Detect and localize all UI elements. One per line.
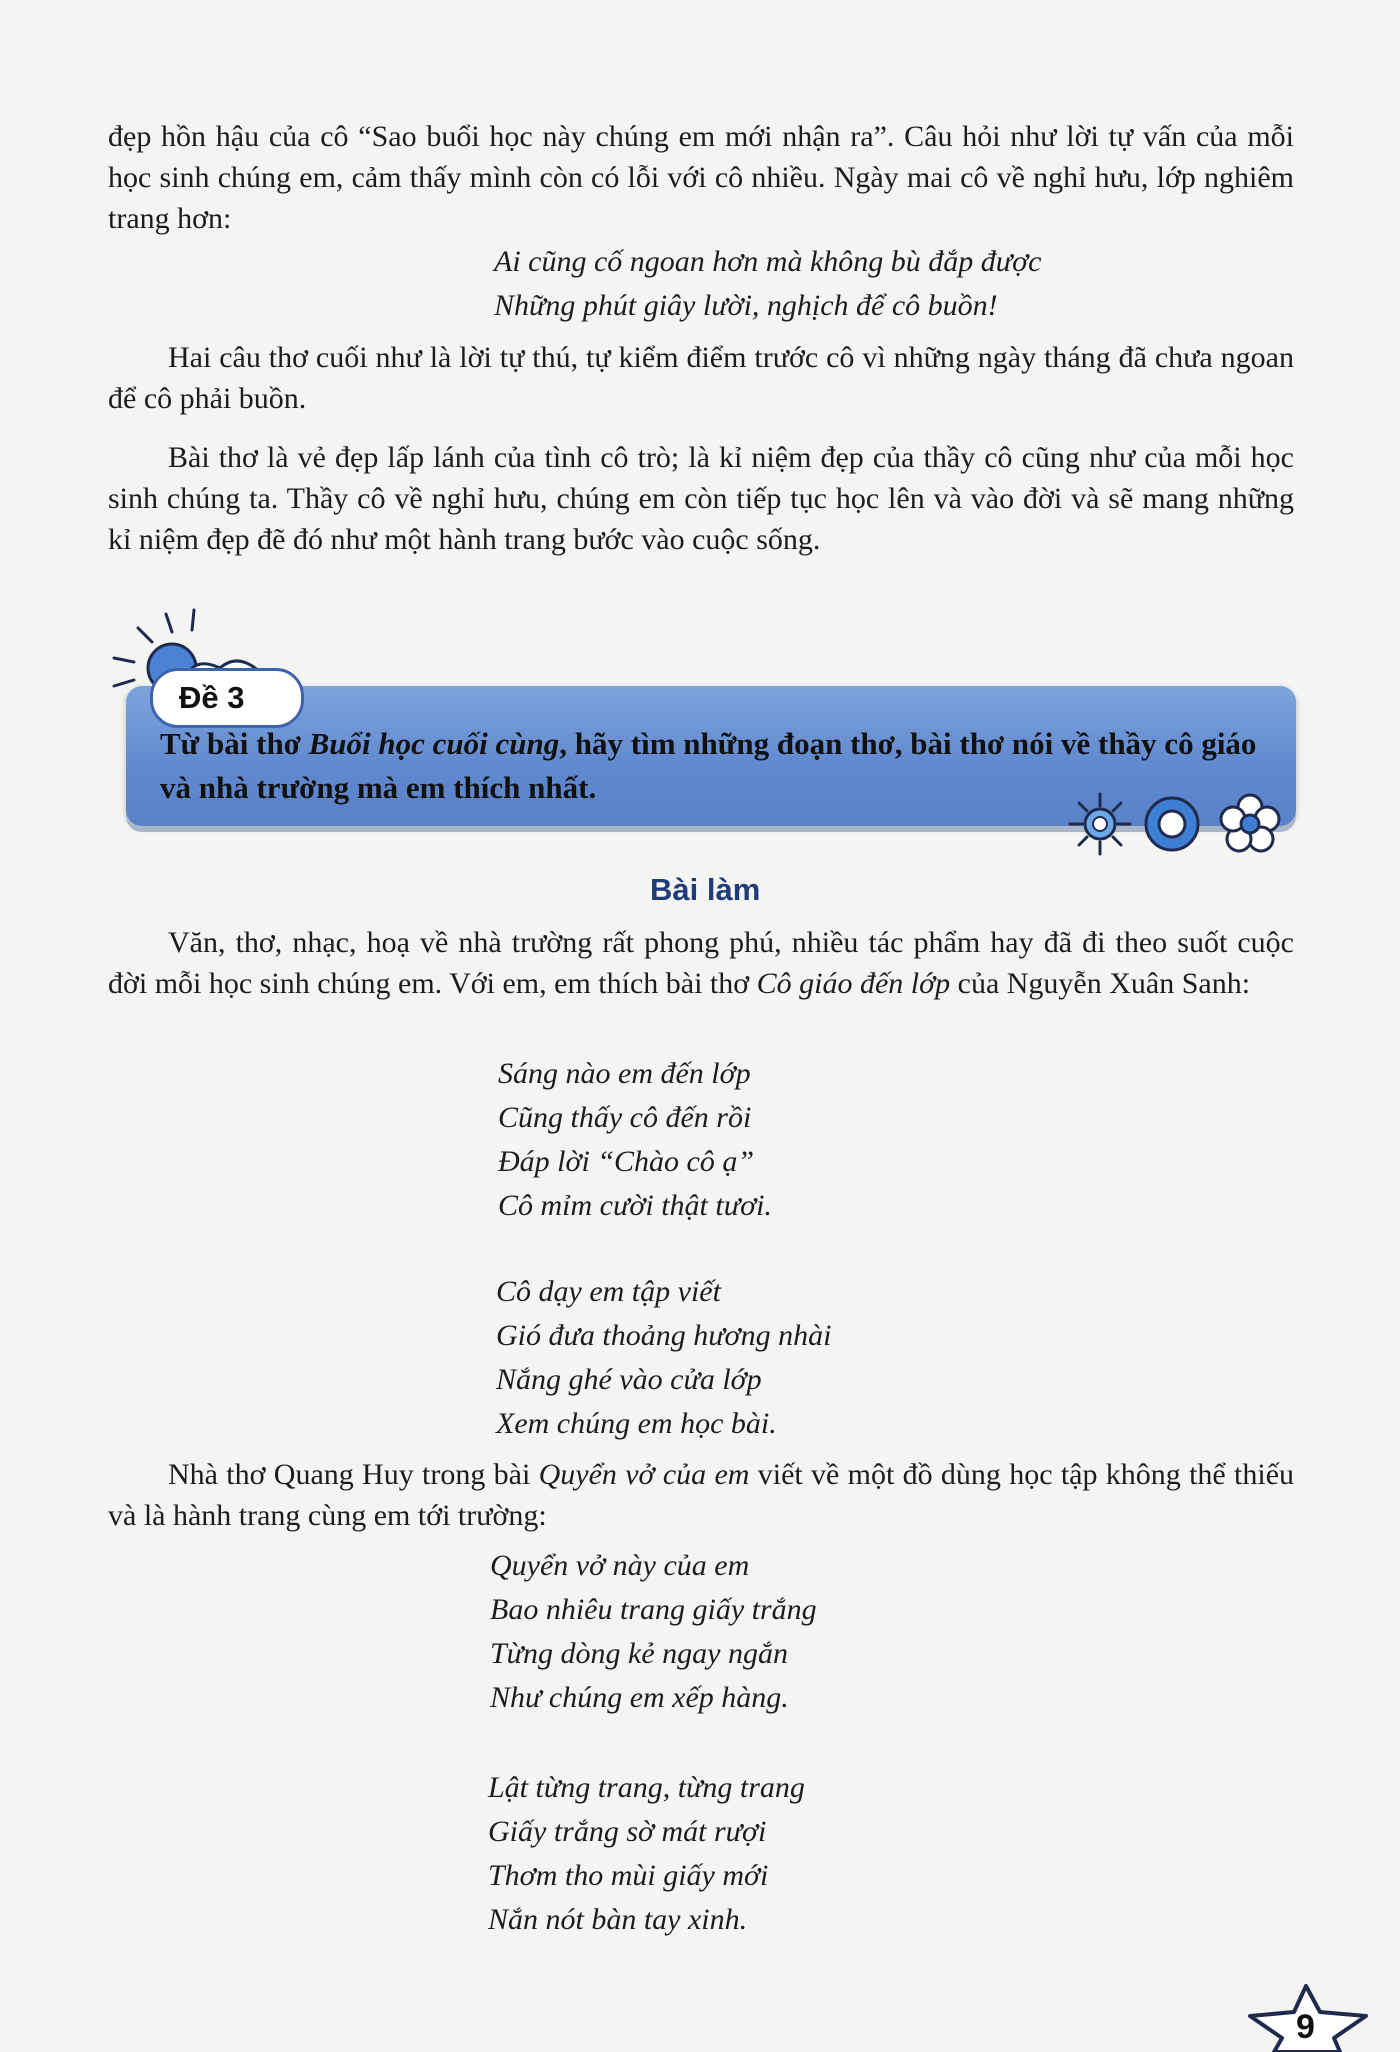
exercise-prompt-end: , hãy tìm những đoạn thơ, bài thơ nói về thầy cô giáo và nhà trường mà em thích nhất. — [160, 726, 1257, 805]
flower-decoration-icon — [1060, 786, 1300, 866]
poem-line: Lật từng trang, từng trang — [488, 1771, 805, 1804]
poem-title: Cô giáo đến lớp — [756, 967, 951, 1000]
page-number: 9 — [1296, 2008, 1315, 2046]
paragraph-5-start: Nhà thơ Quang Huy trong bài — [168, 1458, 539, 1491]
poem-stanza — [488, 1766, 805, 1942]
poem-line: Xem chúng em học bài. — [496, 1407, 777, 1440]
paragraph-5 — [108, 1454, 1294, 1536]
paragraph-3 — [108, 437, 1294, 560]
paragraph-1-text: đẹp hồn hậu của cô “Sao buổi học này chúng em mới nhận ra”. Câu hỏi như lời tự vấn của mỗi học sinh chúng em, cảm thấy mình còn có lỗi với cô nhiều. Ngày mai cô về nghỉ hưu, lớp nghiêm trang hơn: — [108, 120, 1294, 235]
poem-stanza — [496, 1270, 831, 1446]
poem-line: Giấy trắng sờ mát rượi — [488, 1815, 767, 1848]
poem-line: Ai cũng cố ngoan hơn mà không bù đắp được — [494, 245, 1042, 278]
paragraph-1 — [108, 116, 1294, 239]
poem-line: Những phút giây lười, nghịch để cô buồn! — [494, 289, 998, 322]
paragraph-2-text: Hai câu thơ cuối như là lời tự thú, tự kiểm điểm trước cô vì những ngày tháng đã chưa ngoan để cô phải buồn. — [108, 341, 1294, 415]
poem-title: Quyển vở của em — [538, 1458, 750, 1491]
poem-line: Quyển vở này của em — [490, 1549, 750, 1582]
poem-line: Thơm tho mùi giấy mới — [488, 1859, 769, 1892]
poem-line: Sáng nào em đến lớp — [498, 1057, 751, 1090]
answer-heading: Bài làm — [650, 872, 761, 907]
poem-line: Cũng thấy cô đến rồi — [498, 1101, 752, 1134]
exercise-prompt-start: Từ bài thơ — [160, 726, 309, 761]
exercise-label: Đề 3 — [150, 668, 304, 728]
poem-line: Cô dạy em tập viết — [496, 1275, 721, 1308]
poem-line: Gió đưa thoảng hương nhài — [496, 1319, 832, 1352]
poem-line: Như chúng em xếp hàng. — [490, 1681, 789, 1714]
poem-line: Từng dòng kẻ ngay ngắn — [490, 1637, 788, 1670]
paragraph-4 — [108, 922, 1294, 1004]
paragraph-4-text: Văn, thơ, nhạc, hoạ về nhà trường rất phong phú, nhiều tác phẩm hay đã đi theo suốt cuộc đời mỗi học sinh chúng em. Với em, em thích bài thơ — [108, 926, 1294, 1000]
page-number-badge — [1248, 1982, 1378, 2052]
paragraph-5-end: viết về một đồ dùng học tập không thể thiếu và là hành trang cùng em tới trường: — [108, 1458, 1295, 1532]
poem-excerpt-1 — [494, 240, 1041, 328]
paragraph-3-text: Bài thơ là vẻ đẹp lấp lánh của tình cô trò; là kỉ niệm đẹp của thầy cô cũng như của mỗi học sinh chúng ta. Thầy cô về nghỉ hưu, chúng em còn tiếp tục học lên và vào đời và sẽ mang những kỉ niệm đẹp đẽ đó như một hành trang bước vào cuộc sống. — [108, 441, 1294, 556]
poem-stanza — [490, 1544, 817, 1720]
poem-line: Đáp lời “Chào cô ạ” — [498, 1145, 755, 1178]
poem-stanza — [498, 1052, 772, 1228]
poem-line: Nắn nót bàn tay xinh. — [488, 1903, 748, 1936]
paragraph-4-end: của Nguyễn Xuân Sanh: — [950, 967, 1251, 1000]
poem-line: Nắng ghé vào cửa lớp — [496, 1363, 762, 1396]
poem-line: Cô mỉm cười thật tươi. — [498, 1189, 772, 1222]
poem-line: Bao nhiêu trang giấy trắng — [490, 1593, 817, 1626]
exercise-prompt-title: Buổi học cuối cùng — [308, 726, 560, 761]
paragraph-2 — [108, 337, 1294, 419]
